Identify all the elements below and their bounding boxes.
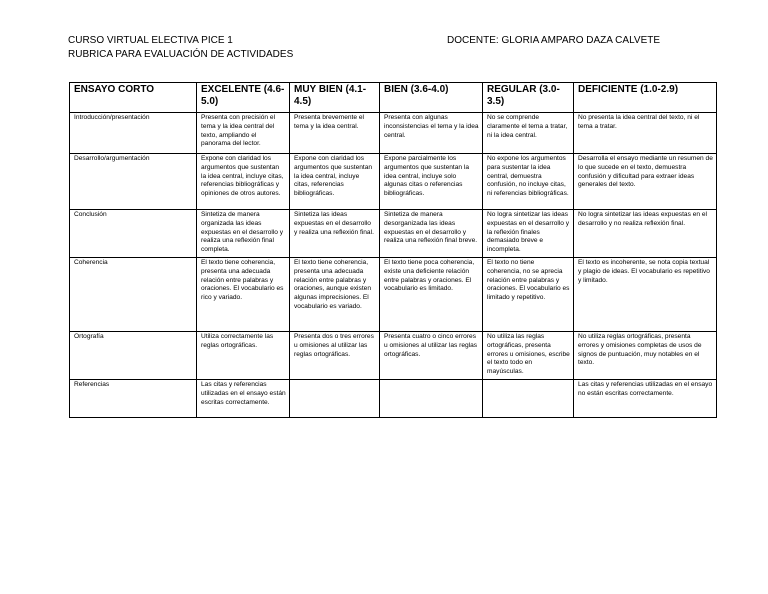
column-header-criterion: ENSAYO CORTO xyxy=(70,83,197,113)
table-row xyxy=(70,380,717,418)
rubric-table xyxy=(69,82,717,418)
rubric-title: RUBRICA PARA EVALUACIÓN DE ACTIVIDADES xyxy=(68,49,294,60)
table-cell: Utiliza correctamente las reglas ortográficas. xyxy=(197,332,290,380)
table-cell: Desarrolla el ensayo mediante un resumen de lo que sucede en el texto, demuestra confusión y dificultad para extraer ideas generales del texto. xyxy=(574,154,717,210)
table-cell: No se comprende claramente el tema a tratar, ni la idea central. xyxy=(483,113,574,154)
table-row xyxy=(70,210,717,258)
teacher-name: DOCENTE: GLORIA AMPARO DAZA CALVETE xyxy=(447,35,661,46)
criterion-cell: Coherencia xyxy=(70,258,197,332)
table-cell: No utiliza las reglas ortográficas, presenta errores u omisiones, escribe el texto todo en mayúsculas. xyxy=(483,332,574,380)
column-header-muy-bien: MUY BIEN (4.1-4.5) xyxy=(290,83,380,113)
table-cell: Expone con claridad los argumentos que sustentan la idea central, incluye citas, referencias bibliográficas. xyxy=(290,154,380,210)
table-cell xyxy=(483,380,574,418)
table-cell: Las citas y referencias utilizadas en el ensayo no están escritas correctamente. xyxy=(574,380,717,418)
table-cell: El texto no tiene coherencia, no se aprecia relación entre palabras y oraciones. El vocabulario es limitado y repetitivo. xyxy=(483,258,574,332)
criterion-cell: Referencias xyxy=(70,380,197,418)
table-cell: Sintetiza de manera desorganizada las ideas expuestas en el desarrollo y realiza una reflexión final breve. xyxy=(380,210,483,258)
table-cell: Presenta brevemente el tema y la idea central. xyxy=(290,113,380,154)
table-cell xyxy=(290,380,380,418)
header-row xyxy=(70,83,717,113)
table-cell: Expone con claridad los argumentos que sustentan la idea central, incluye citas, referencias bibliográficas y opiniones de otros autores. xyxy=(197,154,290,210)
table-cell: Expone parcialmente los argumentos que sustentan la idea central, incluye solo algunas citas o referencias bibliográficas. xyxy=(380,154,483,210)
table-cell: No presenta la idea central del texto, ni el tema a tratar. xyxy=(574,113,717,154)
table-row xyxy=(70,154,717,210)
table-cell: Sintetiza de manera organizada las ideas expuestas en el desarrollo y realiza una reflexión final completa. xyxy=(197,210,290,258)
table-cell: El texto tiene poca coherencia, existe una deficiente relación entre palabras y oraciones. El vocabulario es limitado. xyxy=(380,258,483,332)
criterion-cell: Ortografía xyxy=(70,332,197,380)
table-cell: No utiliza reglas ortográficas, presenta errores y omisiones completas de usos de signos de puntuación, muy notables en el texto. xyxy=(574,332,717,380)
table-cell: Presenta cuatro o cinco errores u omisiones al utilizar las reglas ortográficas. xyxy=(380,332,483,380)
table-cell: No expone los argumentos para sustentar la idea central, demuestra confusión, no incluye citas, ni referencias bibliográficas. xyxy=(483,154,574,210)
table-row xyxy=(70,113,717,154)
table-cell: El texto es incoherente, se nota copia textual y plagio de ideas. El vocabulario es repetitivo y limitado. xyxy=(574,258,717,332)
table-cell: Las citas y referencias utilizadas en el ensayo están escritas correctamente. xyxy=(197,380,290,418)
table-cell: No logra sintetizar las ideas expuestas en el desarrollo y no realiza reflexión final. xyxy=(574,210,717,258)
table-cell: El texto tiene coherencia, presenta una adecuada relación entre palabras y oraciones. El vocabulario es rico y variado. xyxy=(197,258,290,332)
column-header-excelente: EXCELENTE (4.6-5.0) xyxy=(197,83,290,113)
criterion-cell: Desarrollo/argumentación xyxy=(70,154,197,210)
table-cell: No logra sintetizar las ideas expuestas en el desarrollo y la reflexión finales demasiado breve e incompleta. xyxy=(483,210,574,258)
criterion-cell: Conclusión xyxy=(70,210,197,258)
criterion-cell: Introducción/presentación xyxy=(70,113,197,154)
column-header-regular: REGULAR (3.0-3.5) xyxy=(483,83,574,113)
table-cell: Presenta con algunas inconsistencias el tema y la idea central. xyxy=(380,113,483,154)
table-row xyxy=(70,332,717,380)
course-title: CURSO VIRTUAL ELECTIVA PICE 1 xyxy=(68,35,233,46)
table-cell: Presenta con precisión el tema y la idea central del texto, ampliando el panorama del lector. xyxy=(197,113,290,154)
table-row xyxy=(70,258,717,332)
table-cell: Presenta dos o tres errores u omisiones al utilizar las reglas ortográficas. xyxy=(290,332,380,380)
table-cell: Sintetiza las ideas expuestas en el desarrollo y realiza una reflexión final. xyxy=(290,210,380,258)
table-cell: El texto tiene coherencia, presenta una adecuada relación entre palabras y oraciones, aunque existen algunas imprecisiones. El vocabulario es variado. xyxy=(290,258,380,332)
column-header-deficiente: DEFICIENTE (1.0-2.9) xyxy=(574,83,717,113)
table-cell xyxy=(380,380,483,418)
column-header-bien: BIEN (3.6-4.0) xyxy=(380,83,483,113)
